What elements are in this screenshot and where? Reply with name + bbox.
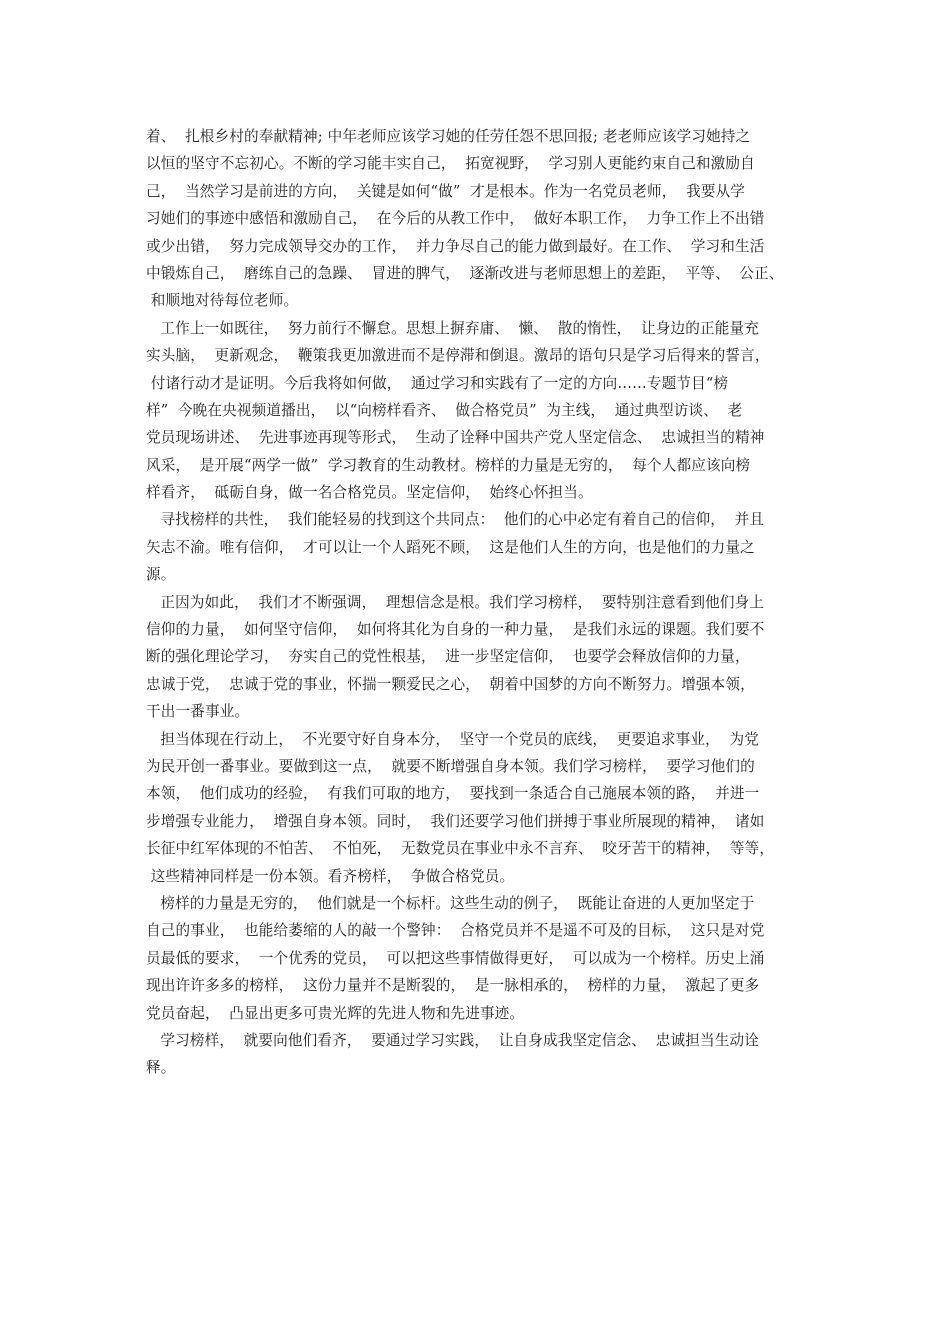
text-line: 己， 当然学习是前进的方向， 关键是如何“做” 才是根本。作为一名党员老师， 我要从学: [146, 182, 746, 200]
text-line: 以恒的坚守不忘初心。不断的学习能丰实自己， 拓宽视野， 学习别人更能约束自己和激励自: [146, 155, 755, 173]
text-line: 释。: [146, 1059, 176, 1077]
text-line: 样看齐， 砥砺自身，做一名合格党员。坚定信仰， 始终心怀担当。: [146, 484, 593, 502]
text-line: 党员现场讲述、 先进事迹再现等形式， 生动了诠释中国共产党人坚定信念、 忠诚担当的精神: [146, 429, 765, 447]
text-line: 或少出错， 努力完成领导交办的工作， 并力争尽自己的能力做到最好。在工作、 学习和生活: [146, 237, 765, 255]
text-line: 长征中红军体现的不怕苦、 不怕死， 无数党员在事业中永不言弃、 咬牙苦干的精神， 等等，: [146, 840, 775, 858]
text-line: 榜样的力量是无穷的， 他们就是一个标杆。这些生动的例子， 既能让奋进的人更加坚定于: [146, 894, 755, 912]
text-line: 风采， 是开展“两学一做” 学习教育的生动教材。榜样的力量是无穷的， 每个人都应该向榜: [146, 456, 751, 474]
text-line: 正因为如此， 我们才不断强调， 理想信念是根。我们学习榜样， 要特别注意看到他们身上: [146, 593, 765, 611]
text-line: 实头脑， 更新观念， 鞭策我更加激进而不是停滞和倒退。激昂的语句只是学习后得来的誓言，: [146, 347, 770, 365]
text-line: 工作上一如既往， 努力前行不懈怠。思想上摒弃庸、 懒、 散的惰性， 让身边的正能量充: [146, 319, 759, 337]
text-line: 付诸行动才是证明。今后我将如何做， 通过学习和实践有了一定的方向……专题节目“榜: [146, 374, 729, 392]
text-line: 这些精神同样是一份本领。看齐榜样， 争做合格党员。: [146, 867, 515, 885]
text-line: 为民开创一番事业。要做到这一点， 就要不断增强自身本领。我们学习榜样， 要学习他们的: [146, 757, 755, 775]
text-line: 党员奋起， 凸显出更多可贵光辉的先进人物和先进事迹。: [146, 1004, 525, 1022]
text-line: 忠诚于党， 忠诚于党的事业，怀揣一颗爱民之心， 朝着中国梦的方向不断努力。增强本领，: [146, 675, 755, 693]
text-line: 矢志不渝。唯有信仰， 才可以让一个人蹈死不顾， 这是他们人生的方向，也是他们的力量之: [146, 538, 755, 556]
text-line: 员最低的要求， 一个优秀的党员， 可以把这些事情做得更好， 可以成为一个榜样。历史上涌: [146, 949, 765, 967]
text-line: 和顺地对待每位老师。: [146, 292, 299, 310]
text-line: 干出一番事业。: [146, 703, 250, 721]
text-line: 着、 扎根乡村的奉献精神; 中年老师应该学习她的任劳任怨不思回报; 老老师应该学习她持之: [146, 128, 751, 145]
text-line: 担当体现在行动上， 不光要守好自身本分， 坚守一个党员的底线， 更要追求事业， 为党: [146, 730, 759, 748]
text-line: 学习榜样， 就要向他们看齐， 要通过学习实践， 让自身成我坚定信念、 忠诚担当生动诠: [146, 1031, 759, 1049]
document-body: [146, 123, 814, 1082]
text-line: 中锻炼自己， 磨练自己的急躁、 冒进的脾气， 逐渐改进与老师思想上的差距， 平等、 公正、: [146, 264, 784, 282]
text-line: 自己的事业， 也能给萎缩的人的敲一个警钟： 合格党员并不是遥不可及的目标， 这只是对党: [146, 922, 765, 940]
text-line: 信仰的力量， 如何坚守信仰， 如何将其化为自身的一种力量， 是我们永远的课题。我们要不: [146, 621, 765, 639]
text-line: 断的强化理论学习， 夯实自己的党性根基， 进一步坚定信仰， 也要学会释放信仰的力量，: [146, 648, 750, 666]
text-line: 现出许许多多的榜样， 这份力量并不是断裂的， 是一脉相承的， 榜样的力量， 激起了更多: [146, 977, 760, 995]
text-line: 习她们的事迹中感悟和激励自己， 在今后的从教工作中， 做好本职工作， 力争工作上不出错: [146, 210, 765, 228]
text-line: 源。: [146, 566, 176, 584]
text-line: 本领， 他们成功的经验， 有我们可取的地方， 要找到一条适合自己施展本领的路， 并进一: [146, 785, 760, 803]
text-line: 寻找榜样的共性， 我们能轻易的找到这个共同点： 他们的心中必定有着自己的信仰， 并且: [146, 511, 765, 529]
text-line: 步增强专业能力， 增强自身本领。同时， 我们还要学习他们拼搏于事业所展现的精神， 诸如: [146, 812, 765, 830]
text-line: 样” 今晚在央视频道播出， 以“向榜样看齐、 做合格党员” 为主线， 通过典型访谈、 老: [146, 401, 743, 419]
